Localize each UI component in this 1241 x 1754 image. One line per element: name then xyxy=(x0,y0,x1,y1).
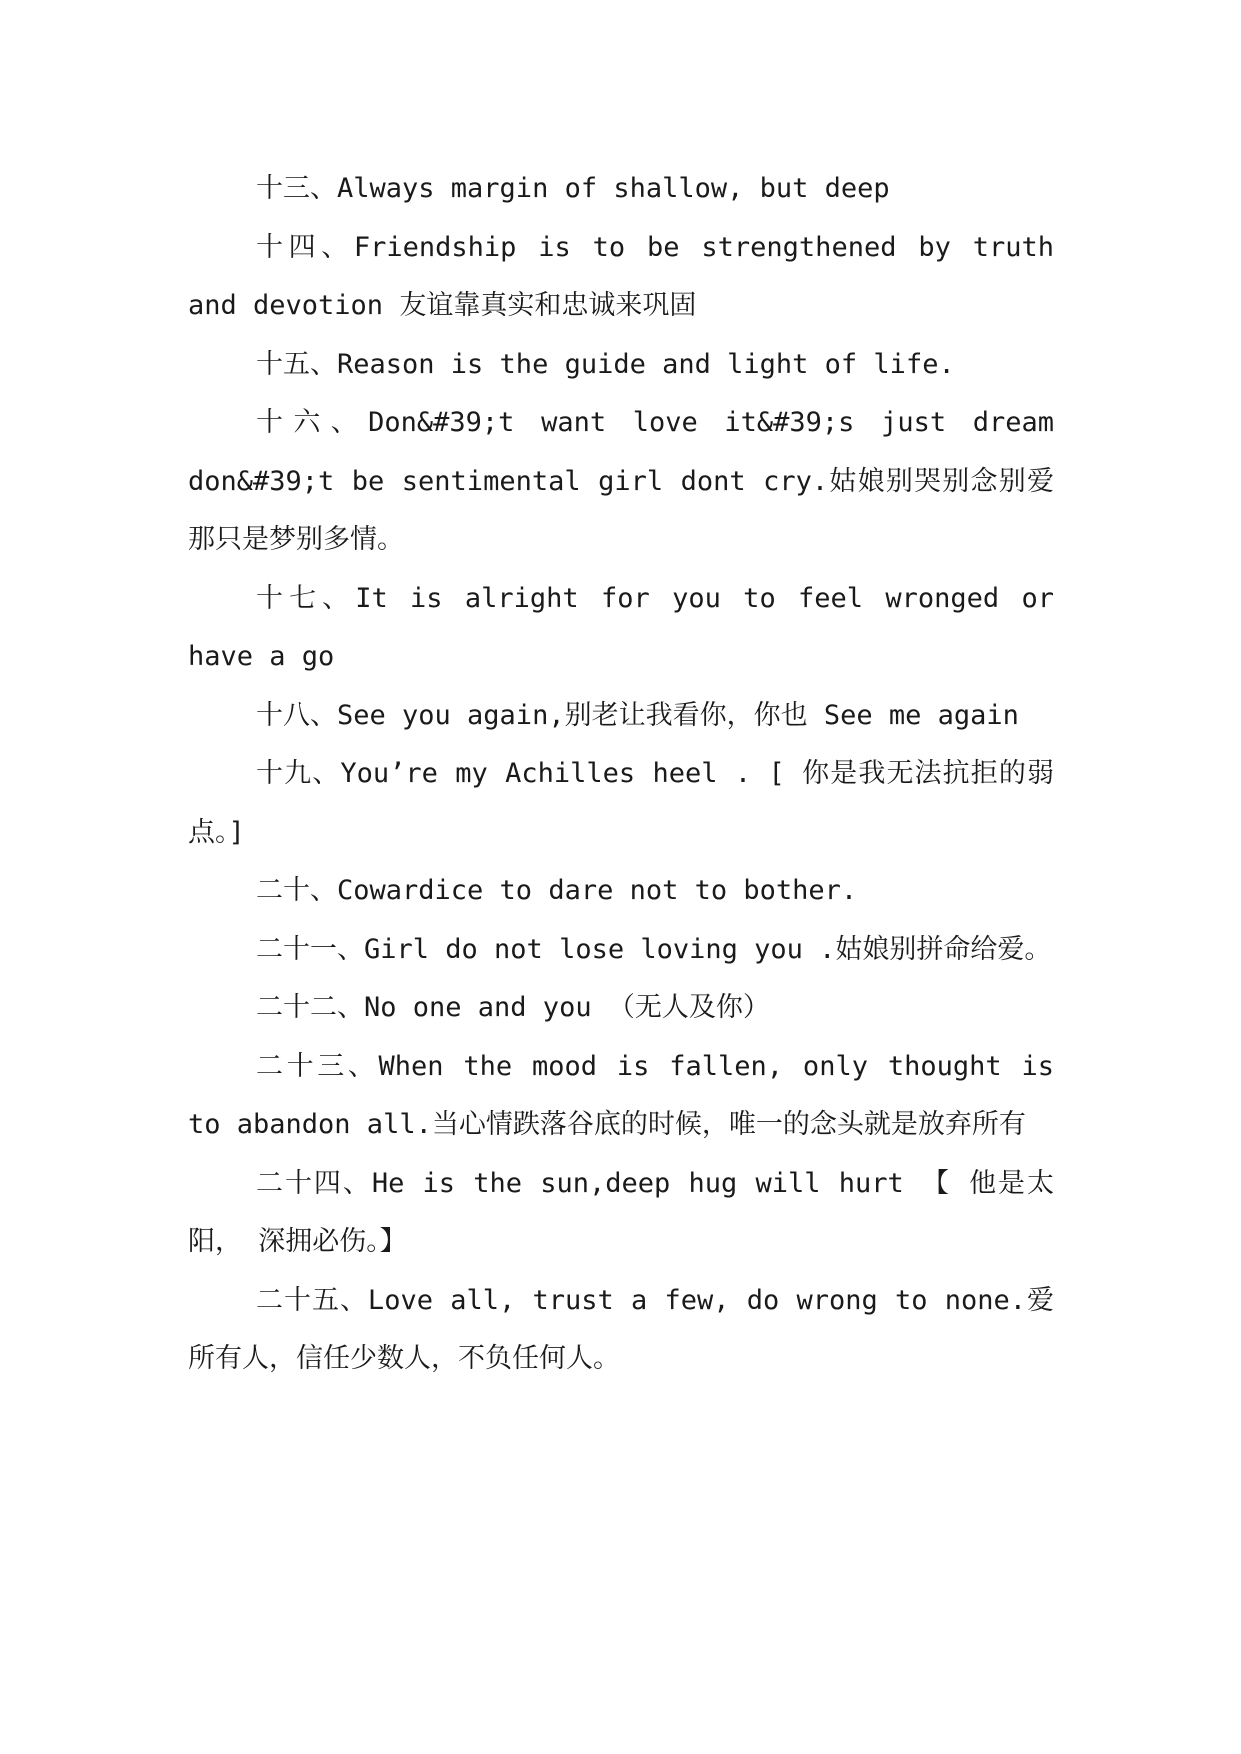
paragraph-23: 二十三、When the mood is fallen, only thought is to abandon all.当心情跌落谷底的时候，唯一的念头就是放弃所有 xyxy=(188,1050,1054,1140)
paragraph-15: 十五、Reason is the guide and light of life. xyxy=(256,348,955,380)
paragraph-24: 二十四、He is the sun,deep hug will hurt 【 他是太阳， 深拥必伤。】 xyxy=(188,1167,1054,1257)
paragraph-19: 十九、You’re my Achilles heel . [ 你是我无法抗拒的弱点。] xyxy=(188,758,1054,848)
paragraph-22: 二十二、No one and you （无人及你） xyxy=(256,992,770,1023)
paragraph-13: 十三、Always margin of shallow, but deep xyxy=(256,173,890,204)
document-body xyxy=(188,160,1054,1389)
paragraph-17: 十七、It is alright for you to feel wronged or have a go xyxy=(188,582,1054,672)
paragraph-18: 十八、See you again,别老让我看你，你也 See me again xyxy=(256,699,1019,731)
paragraph-25: 二十五、Love all, trust a few, do wrong to none.爱所有人，信任少数人，不负任何人。 xyxy=(188,1284,1054,1374)
paragraph-20: 二十、Cowardice to dare not to bother. xyxy=(256,875,858,906)
paragraph-16: 十六、Don&#39;t want love it&#39;s just dream don&#39;t be sentimental girl dont cry.姑娘别哭别念别爱那只是梦别多情。 xyxy=(188,407,1054,555)
paragraph-14: 十四、Friendship is to be strengthened by truth and devotion 友谊靠真实和忠诚来巩固 xyxy=(188,231,1054,321)
paragraph-21: 二十一、Girl do not lose loving you .姑娘别拼命给爱。 xyxy=(256,933,1052,965)
